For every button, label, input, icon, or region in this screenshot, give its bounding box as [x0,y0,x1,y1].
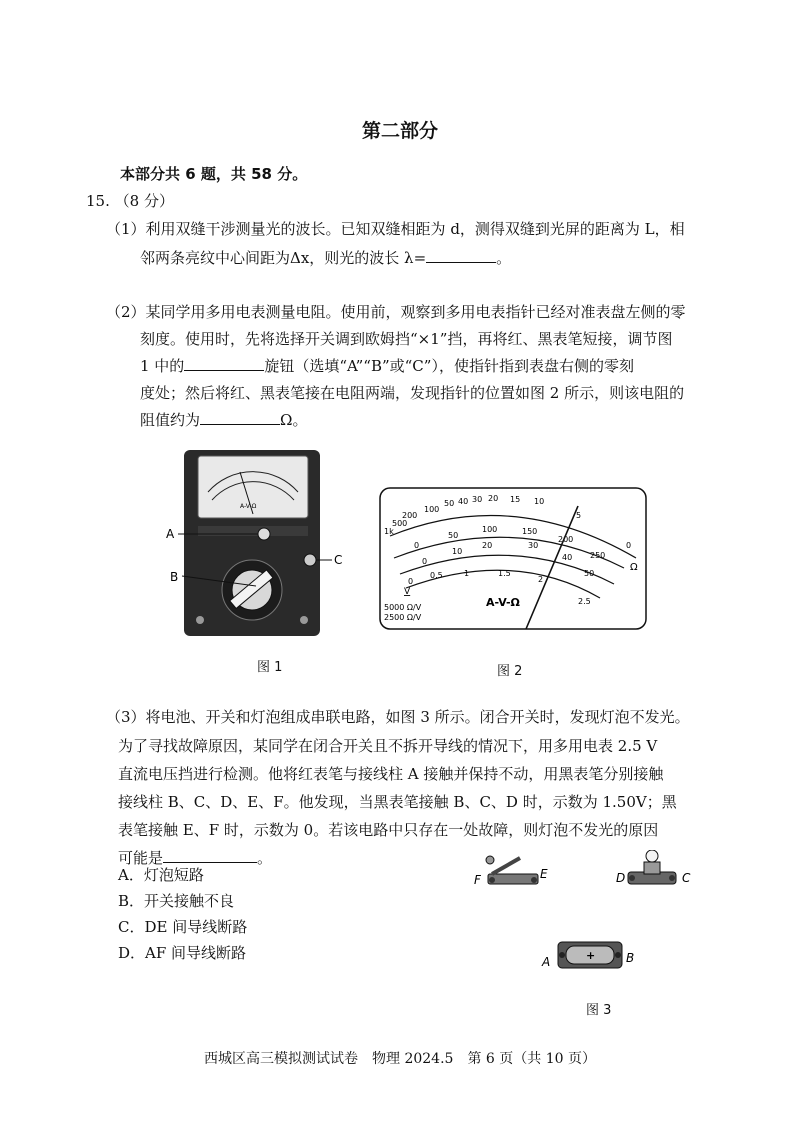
sensitivity-2: 2500 Ω/V [384,613,422,622]
label-c: C [334,553,343,567]
mid-tick: 50 [584,569,595,578]
part3-line6-text: 可能是 [118,849,164,867]
figure2-scale [378,486,648,631]
dc-tick: 200 [558,535,574,544]
terminal-f: F [474,873,481,887]
question-header [86,190,174,211]
figure2-caption: 图 2 [497,664,523,679]
terminal-b: B [626,951,635,965]
ohm-tick: 5 [576,511,582,520]
terminal-a: A [542,955,551,969]
figure3-caption: 图 3 [586,1003,612,1018]
part2-line5 [140,409,307,430]
part2-line5-text: 阻值约为 [140,411,201,429]
part3-line2: 为了寻找故障原因，某同学在闭合开关且不拆开导线的情况下，用多用电表 2.5 V [118,737,658,755]
ohm-tick: 40 [458,497,469,506]
lamp-holder [628,850,676,884]
ohm-tick: 1k [384,527,394,536]
ac-tick: 2 [538,575,544,584]
ohm-symbol: Ω [630,562,638,573]
face-label: A-V-Ω [240,503,257,510]
answer-blank-wavelength[interactable] [426,248,496,263]
section-title: 第二部分 [361,120,438,142]
answer-blank-resistance[interactable] [200,410,280,425]
ohm-tick: 200 [402,511,418,520]
ac-tick: 0 [408,577,414,586]
question-score: （8 分） [114,192,174,210]
option-letter: C． [118,918,145,936]
battery-plus: + [586,949,596,962]
part2-line3-text: 1 中的 [140,357,185,375]
dc-tick: 100 [482,525,498,534]
answer-blank-knob[interactable] [184,356,264,371]
part2-line2: 刻度。使用时，先将选择开关调到欧姆挡“×1”挡，再将红、黑表笔短接，调节图 [140,330,673,348]
terminal-e: E [540,867,548,881]
ohm-tick: 20 [488,494,499,503]
option-b[interactable] [118,890,234,911]
part2-line3 [140,355,634,376]
part1-line2-text: 邻两条亮纹中心间距为Δx，则光的波长 λ= [140,249,427,267]
terminal-d: D [616,871,626,885]
part1-line2 [140,247,511,268]
option-a[interactable] [118,864,204,885]
dc-tick: 50 [448,531,459,540]
scale-center-text: A-V-Ω [486,596,520,609]
mid-tick: 30 [528,541,539,550]
label-b: B [170,570,179,584]
figure3-circuit [470,850,700,990]
ohm-tick: 30 [472,495,483,504]
sensitivity-1: 5000 Ω/V [384,603,422,612]
figure1-caption: 图 1 [257,660,283,675]
ohm-tick: 500 [392,519,408,528]
option-letter: A． [118,866,144,884]
option-text: 灯泡短路 [143,866,204,884]
ohm-tick: 15 [510,495,521,504]
option-text: DE 间导线断路 [144,918,248,936]
part3-line1: （3）将电池、开关和灯泡组成串联电路，如图 3 所示。闭合开关时，发现灯泡不发光。 [106,708,690,726]
label-a: A [166,527,175,541]
dc-tick: 250 [590,551,606,560]
mid-tick: 20 [482,541,493,550]
socket-1[interactable] [196,616,204,624]
ac-tick: 0.5 [430,571,443,580]
knob-c[interactable] [304,554,316,566]
dc-tick: 150 [522,527,538,536]
part3-line5: 表笔接触 E、F 时，示数为 0。若该电路中只存在一处故障，则灯泡不发光的原因 [118,821,659,839]
switch [486,856,538,884]
mid-tick: 10 [452,547,463,556]
ohm-tick: 50 [444,499,455,508]
part2-line4: 度处；然后将红、黑表笔接在电阻两端，发现指针的位置如图 2 所示，则该电阻的 [140,384,685,402]
part3-line4: 接线柱 B、C、D、E、F。他发现，当黑表笔接触 B、C、D 时，示数为 1.50V；黑 [118,793,677,811]
knob-a-screw[interactable] [258,528,270,540]
mid-tick: 40 [562,553,573,562]
socket-2[interactable] [300,616,308,624]
dc-symbol: V [404,587,411,597]
option-letter: B． [118,892,145,910]
question-number: 15. [86,192,110,210]
option-c[interactable] [118,916,247,937]
ac-tick: 2.5 [578,597,591,606]
part3-line6-end: 。 [257,849,273,867]
ac-tick: 1 [464,569,470,578]
option-d[interactable] [118,942,246,963]
part3-line3: 直流电压挡进行检测。他将红表笔与接线柱 A 接触并保持不动，用黑表笔分别接触 [118,765,664,783]
ohm-tick: 0 [626,541,632,550]
mid-tick: 0 [422,557,428,566]
part1-line2-end: 。 [496,249,512,267]
terminal-c: C [682,871,691,885]
figure1-multimeter [160,448,350,638]
section-intro: 本部分共 6 题，共 58 分。 [120,165,308,183]
ac-tick: 1.5 [498,569,511,578]
dc-tick: 0 [414,541,420,550]
option-text: AF 间导线断路 [145,944,247,962]
ohm-tick: 100 [424,505,440,514]
part1-line1: （1）利用双缝干涉测量光的波长。已知双缝相距为 d，测得双缝到光屏的距离为 L，相 [106,220,685,238]
ohm-tick: 10 [534,497,545,506]
part2-line3-rest: 旋钮（选填“A”“B”或“C”），使指针指到表盘右侧的零刻 [264,357,634,375]
part2-line1: （2）某同学用多用电表测量电阻。使用前，观察到多用电表指针已经对准表盘左侧的零 [106,303,686,321]
option-letter: D． [118,944,146,962]
answer-blank-fault[interactable] [163,848,257,863]
part2-line5-end: Ω。 [280,411,308,429]
option-text: 开关接触不良 [144,892,235,910]
page-footer: 西城区高三模拟测试试卷 物理 2024.5 第 6 页（共 10 页） [204,1051,596,1067]
